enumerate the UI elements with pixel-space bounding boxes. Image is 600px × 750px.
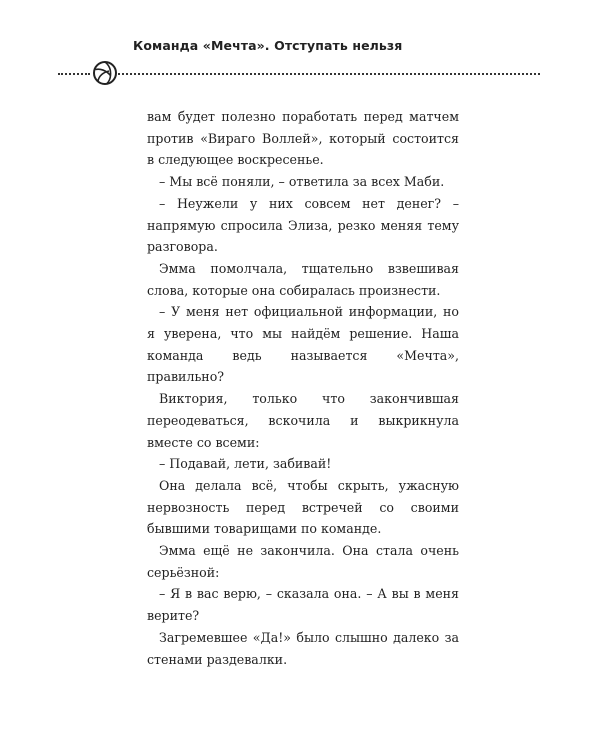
paragraph: – Неужели у них совсем нет денег? – напрямую спросила Элиза, резко меняя тему разговора. [147, 195, 459, 255]
paragraph: – Мы всё поняли, – ответила за всех Маби. [159, 174, 445, 190]
header-divider-left [58, 73, 90, 75]
paragraph: – Подавай, лети, забивай! [159, 456, 332, 472]
paragraph: – Я в вас верю, – сказала она. – А вы в меня верите? [147, 586, 459, 624]
paragraph: Виктория, только что закончившая переодеваться, вскочила и выкрикнула вместе со всеми: [147, 391, 459, 450]
paragraph: Эмма ещё не закончила. Она стала очень серьёзной: [147, 543, 459, 580]
paragraph: Загремевшее «Да!» было слышно далеко за стенами раздевалки. [147, 629, 459, 667]
paragraph: – У меня нет официальной информации, но я уверена, что мы найдём решение. Наша команда ведь называется «Мечта», правильно? [147, 304, 459, 385]
running-title: Команда «Мечта». Отступать нельзя [133, 38, 403, 53]
header-divider-right [118, 73, 540, 75]
volleyball-icon [92, 60, 118, 86]
paragraph: вам будет полезно поработать перед матчем против «Вираго Воллей», который состоится в следующее воскресенье. [147, 109, 459, 168]
paragraph: Она делала всё, чтобы скрыть, ужасную нервозность перед встречей со своими бывшими товарищами по команде. [147, 477, 459, 537]
paragraph: Эмма помолчала, тщательно взвешивая слова, которые она собиралась произнести. [147, 260, 459, 298]
body-text [147, 106, 459, 670]
